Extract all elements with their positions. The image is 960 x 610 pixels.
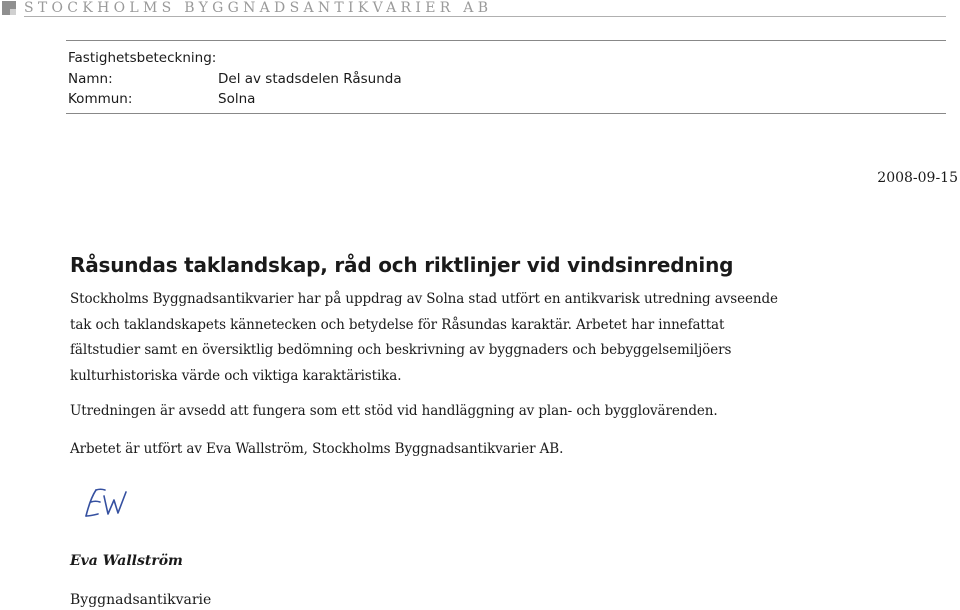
property-top-divider <box>66 40 946 41</box>
property-municipality-row <box>68 89 402 110</box>
header-divider <box>24 16 946 17</box>
property-bottom-divider <box>66 113 946 114</box>
property-designation-row <box>68 48 402 69</box>
name-value: Del av stadsdelen Råsunda <box>218 70 402 87</box>
paragraph-1: Stockholms Byggnadsantikvarier har på uppdrag av Solna stad utfört en antikvarisk utredning avseende tak och taklandskapets kännetecken och betydelse för Råsundas karaktär. Arbetet har innefattat fältstudier samt en översiktlig bedömning och beskrivning av byggnaders och bebyggelsemiljöers kulturhistoriska värde och viktiga karaktäristika. <box>70 291 778 385</box>
paragraph-3: Arbetet är utfört av Eva Wallström, Stockholms Byggnadsantikvarier AB. <box>70 441 564 457</box>
signatory-title: Byggnadsantikvarie <box>70 592 212 608</box>
property-name-row <box>68 69 402 90</box>
designation-label: Fastighetsbeteckning: <box>68 50 217 66</box>
document-title: Råsundas taklandskap, råd och riktlinjer vid vindsinredning <box>70 253 734 277</box>
handwritten-signature <box>82 486 138 520</box>
municipality-label: Kommun: <box>68 91 133 107</box>
company-name: STOCKHOLMS BYGGNADSANTIKVARIER AB <box>24 0 493 16</box>
property-info <box>68 48 402 110</box>
document-date: 2008-09-15 <box>877 170 958 186</box>
signatory-name: Eva Wallström <box>70 553 183 569</box>
name-label: Namn: <box>68 70 113 87</box>
company-logo-icon <box>2 1 16 15</box>
municipality-value: Solna <box>218 91 256 107</box>
paragraph-2: Utredningen är avsedd att fungera som ett stöd vid handläggning av plan- och bygglovärenden. <box>70 403 718 419</box>
letterhead <box>2 0 492 16</box>
